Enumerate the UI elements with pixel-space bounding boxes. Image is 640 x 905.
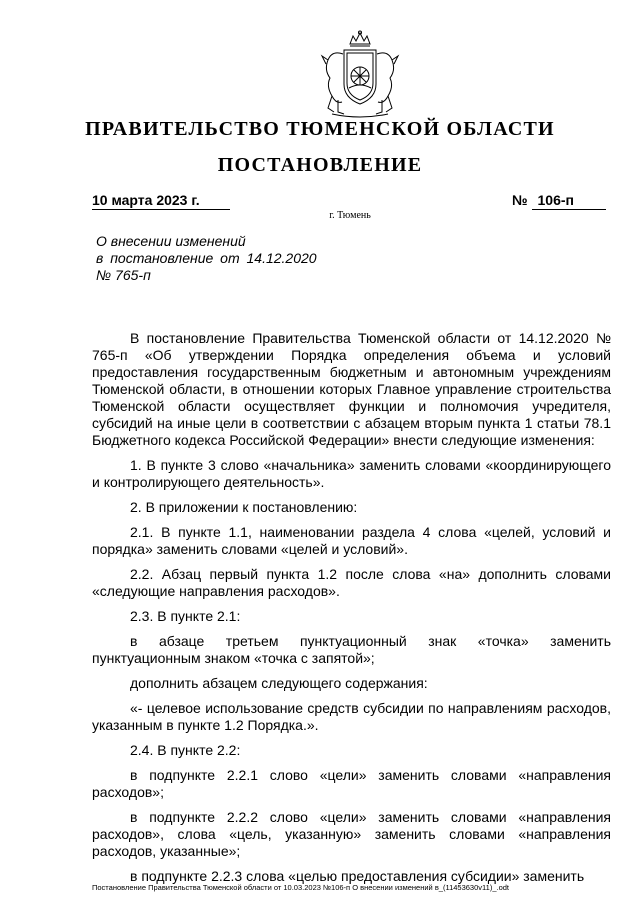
- subject-line: О внесении изменений: [96, 233, 246, 249]
- body-paragraph: 2.3. В пункте 2.1:: [130, 608, 241, 624]
- body-paragraph: в подпункте 2.2.3 слова «целью предоставления субсидии» заменить: [130, 868, 585, 884]
- document-body: [92, 330, 611, 885]
- body-paragraph: дополнить абзацем следующего содержания:: [130, 675, 428, 691]
- coat-of-arms-emblem: [318, 30, 402, 120]
- subject-line: № 765-п: [96, 267, 151, 283]
- organization-name: ПРАВИТЕЛЬСТВО ТЮМЕНСКОЙ ОБЛАСТИ: [85, 118, 555, 140]
- document-number: 106-п: [532, 192, 606, 210]
- body-paragraph: 2.4. В пункте 2.2:: [130, 742, 241, 758]
- body-paragraph: «- целевое использование средств субсидии по направлениям расходов, указанным в пункте 1.2 Порядка.».: [92, 700, 611, 733]
- body-paragraph: 2. В приложении к постановлению:: [130, 499, 358, 515]
- document-date: 10 марта 2023 г.: [92, 192, 230, 210]
- number-sign: №: [512, 192, 528, 208]
- subject-line: в постановление от 14.12.2020: [96, 250, 317, 266]
- body-paragraph: в подпункте 2.2.2 слово «цели» заменить словами «направления расходов», слова «цель, указанную» заменить словами «направления расходов, указанные»;: [92, 809, 611, 859]
- body-paragraph: 1. В пункте 3 слово «начальника» заменить словами «координирующего и контролирующего деятельность».: [92, 457, 611, 490]
- body-paragraph: 2.1. В пункте 1.1, наименовании раздела 4 слова «целей, условий и порядка» заменить словами «целей и условий».: [92, 524, 611, 557]
- body-paragraph: в подпункте 2.2.1 слово «цели» заменить словами «направления расходов»;: [92, 767, 611, 800]
- document-type: ПОСТАНОВЛЕНИЕ: [217, 154, 423, 176]
- body-paragraph: 2.2. Абзац первый пункта 1.2 после слова «на» дополнить словами «следующие направления расходов».: [92, 566, 611, 599]
- document-city: г. Тюмень: [329, 210, 371, 221]
- document-subject: [96, 233, 317, 284]
- document-footer: Постановление Правительства Тюменской области от 10.03.2023 №106-п О внесении изменений в_(11453630v11)_.odt: [92, 883, 509, 892]
- document-number-block: [512, 192, 606, 210]
- body-paragraph: в абзаце третьем пунктуационный знак «точка» заменить пунктуационным знаком «точка с запятой»;: [92, 633, 611, 666]
- body-paragraph: В постановление Правительства Тюменской области от 14.12.2020 № 765-п «Об утверждении Порядка определения объема и условий предоставления государственным бюджетным и автономным учреждениям Тюменской области, в отношении которых Главное управление строительства Тюменской области осуществляет функции и полномочия учредителя, субсидий на иные цели в соответствии с абзацем вторым пункта 1 статьи 78.1 Бюджетного кодекса Российской Федерации» внести следующие изменения:: [92, 330, 611, 448]
